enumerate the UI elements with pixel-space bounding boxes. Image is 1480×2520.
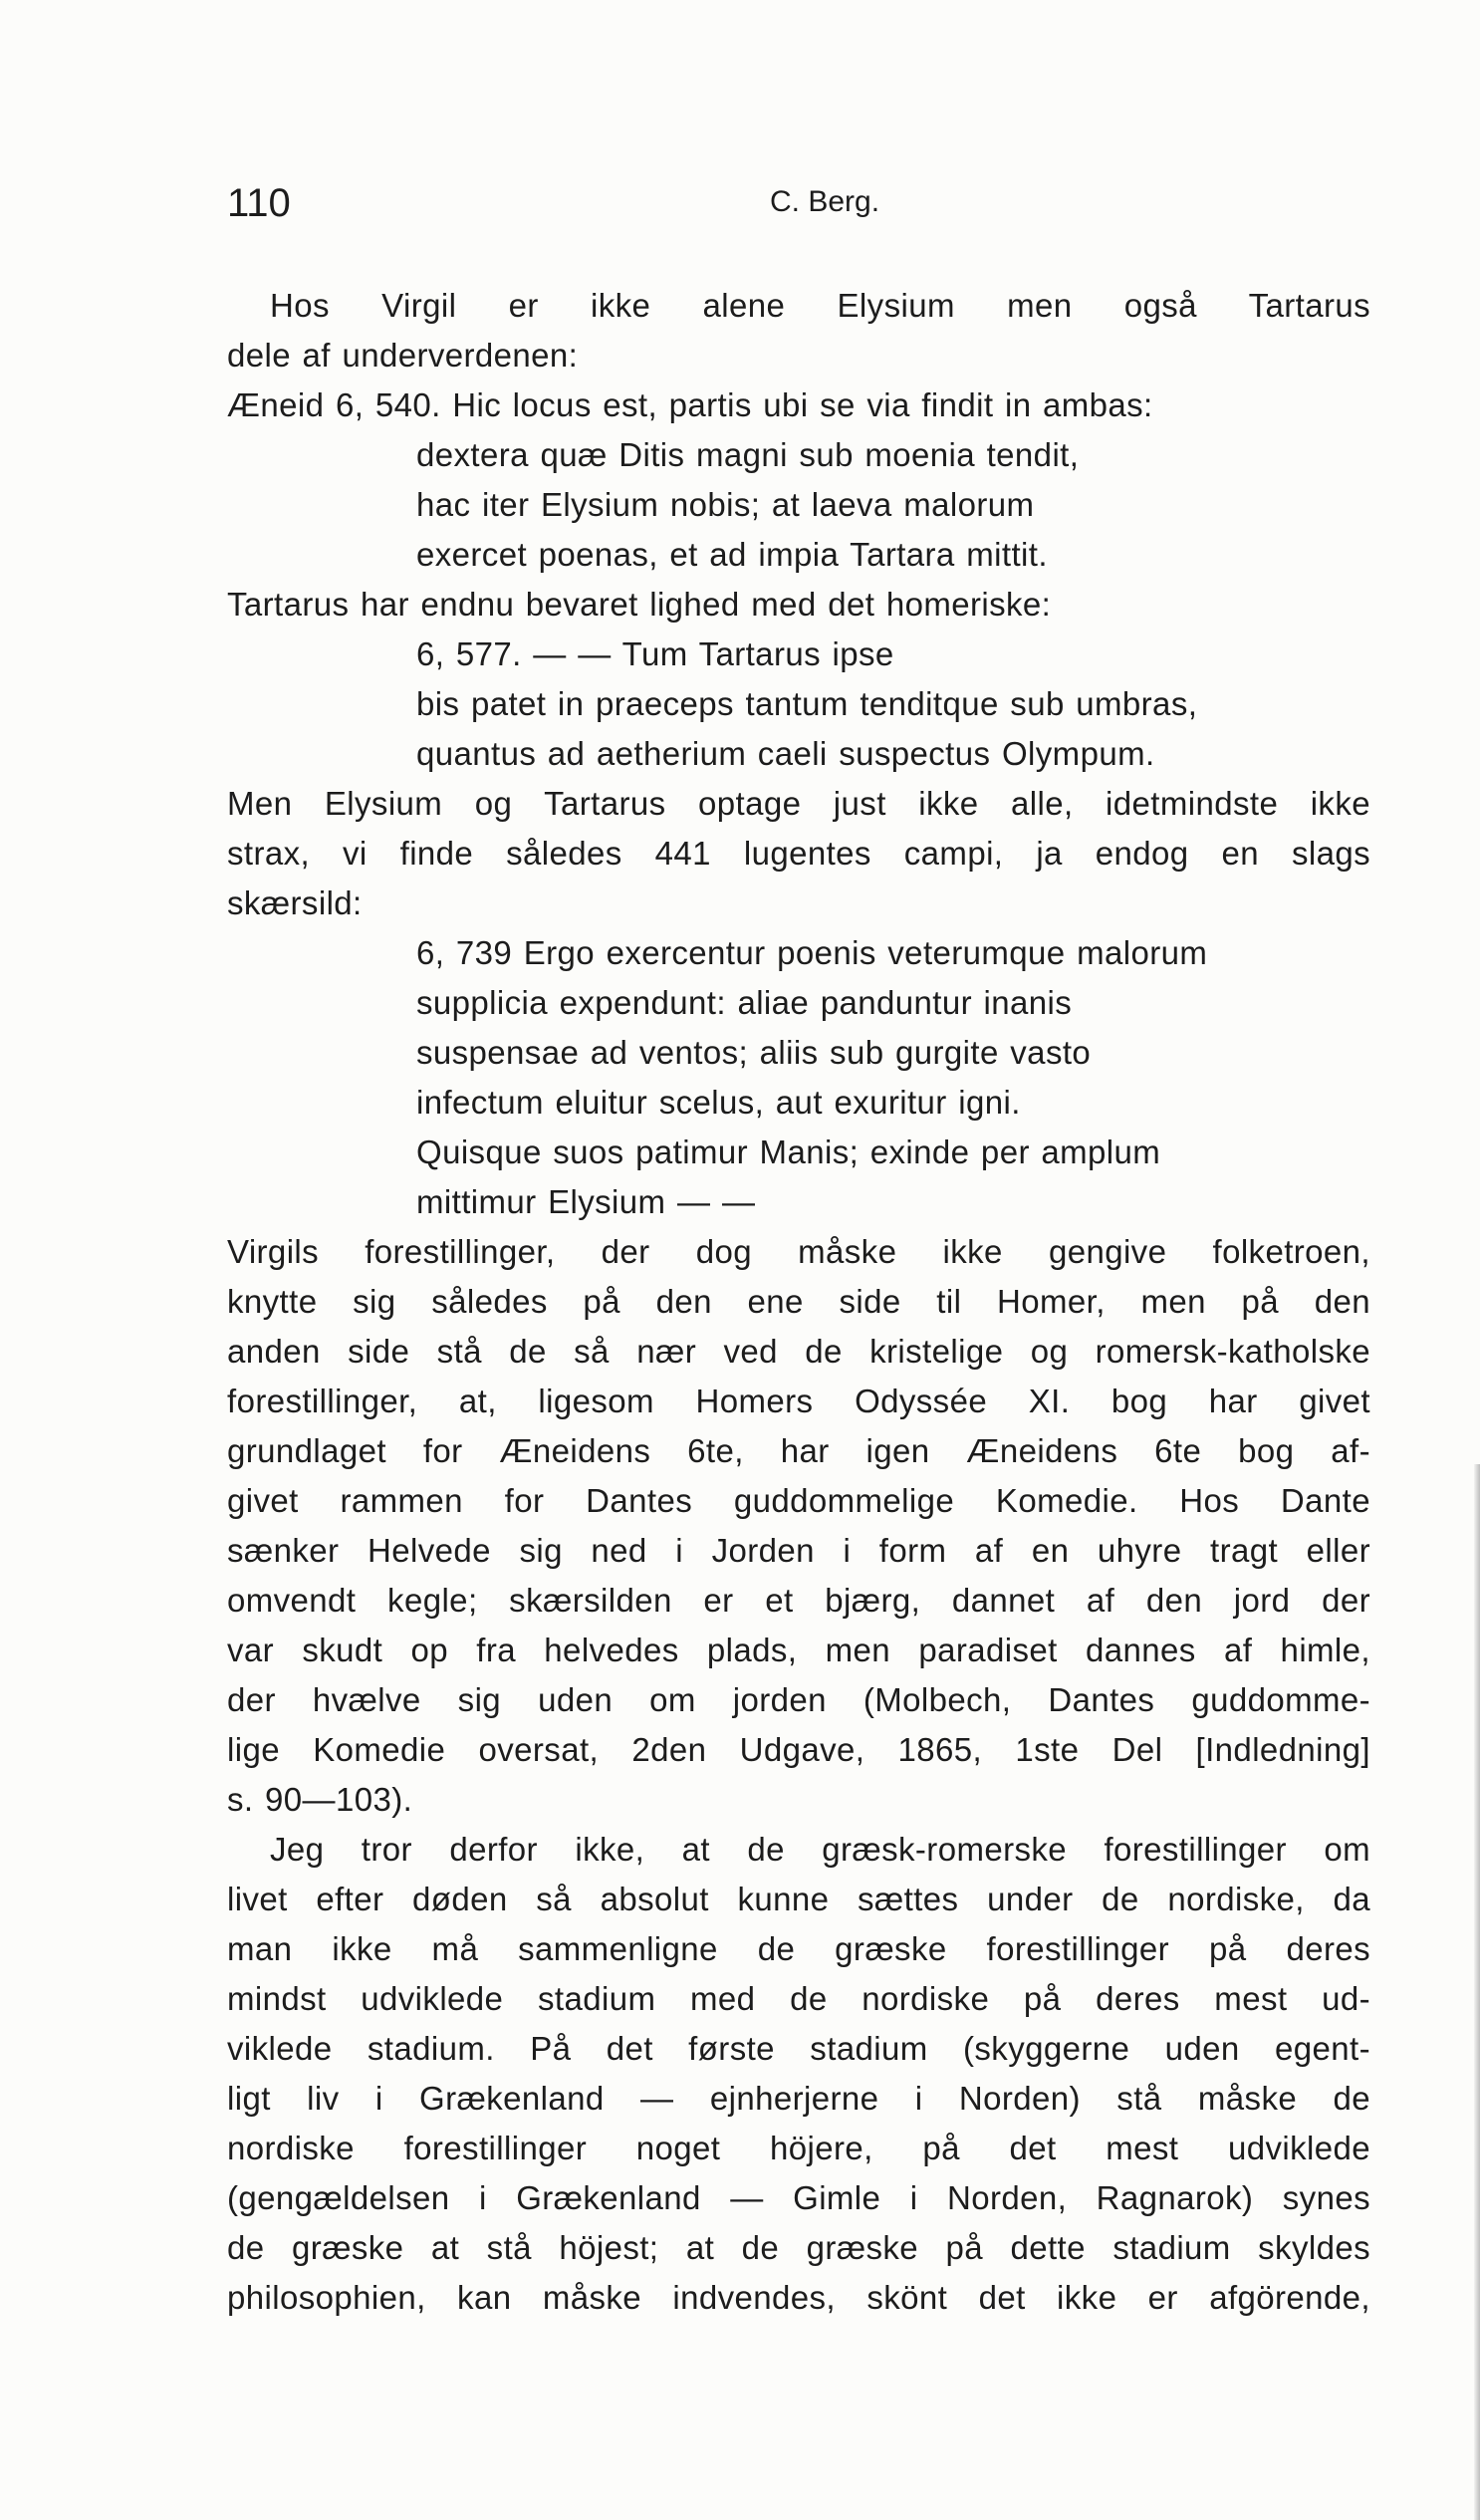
- verse-line: quantus ad aetherium caeli suspectus Olympum.: [416, 735, 1155, 772]
- text-line: Tartarus har endnu bevaret lighed med det homeriske:: [227, 586, 1052, 623]
- text-line: philosophien, kan måske indvendes, skönt det ikke er afgörende,: [227, 2279, 1370, 2316]
- verse-line: suspensae ad ventos; aliis sub gurgite vasto: [416, 1034, 1092, 1071]
- text-line: knytte sig således på den ene side til Homer, men på den: [227, 1283, 1370, 1320]
- text-line: livet efter døden så absolut kunne sættes under de nordiske, da: [227, 1881, 1370, 1917]
- text-line: var skudt op fra helvedes plads, men paradiset dannes af himle,: [227, 1632, 1370, 1668]
- text-line: Men Elysium og Tartarus optage just ikke alle, idetmindste ikke: [227, 785, 1370, 822]
- text-line: givet rammen for Dantes guddommelige Komedie. Hos Dante: [227, 1482, 1370, 1519]
- page-edge-shadow: [1474, 1464, 1480, 2520]
- running-head: C. Berg.: [770, 185, 880, 218]
- text-line: ligt liv i Grækenland — ejnherjerne i Norden) stå måske de: [227, 2080, 1370, 2117]
- page-header: [227, 181, 1331, 241]
- verse-line: 6, 577. — — Tum Tartarus ipse: [416, 635, 894, 672]
- text-line: strax, vi finde således 441 lugentes campi, ja endog en slags: [227, 835, 1370, 872]
- text-line: omvendt kegle; skærsilden er et bjærg, dannet af den jord der: [227, 1582, 1370, 1619]
- page-body: [227, 281, 1370, 2323]
- verse-line: Quisque suos patimur Manis; exinde per amplum: [416, 1134, 1161, 1170]
- text-line: skærsild:: [227, 884, 363, 921]
- text-line: Æneid 6, 540. Hic locus est, partis ubi se via findit in ambas:: [227, 386, 1153, 423]
- verse-line: bis patet in praeceps tantum tenditque sub umbras,: [416, 685, 1198, 722]
- page-number: 110: [227, 181, 291, 225]
- text-line: (gengældelsen i Grækenland — Gimle i Norden, Ragnarok) synes: [227, 2179, 1370, 2216]
- text-line: s. 90—103).: [227, 1781, 413, 1818]
- verse-line: supplicia expendunt: aliae panduntur inanis: [416, 984, 1073, 1021]
- text-line: lige Komedie oversat, 2den Udgave, 1865, 1ste Del [Indledning]: [227, 1731, 1370, 1768]
- text-line: der hvælve sig uden om jorden (Molbech, Dantes guddomme-: [227, 1681, 1370, 1718]
- text-line: mindst udviklede stadium med de nordiske på deres mest ud-: [227, 1980, 1370, 2017]
- text-line: sænker Helvede sig ned i Jorden i form af en uhyre tragt eller: [227, 1532, 1370, 1569]
- text-line: grundlaget for Æneidens 6te, har igen Æneidens 6te bog af-: [227, 1432, 1370, 1469]
- text-line: dele af underverdenen:: [227, 337, 579, 374]
- text-line: Hos Virgil er ikke alene Elysium men også Tartarus: [270, 287, 1370, 324]
- verse-line: exercet poenas, et ad impia Tartara mittit.: [416, 536, 1048, 573]
- text-line: viklede stadium. På det første stadium (skyggerne uden egent-: [227, 2030, 1370, 2067]
- text-line: de græske at stå höjest; at de græske på dette stadium skyldes: [227, 2229, 1370, 2266]
- text-line: anden side stå de så nær ved de kristelige og romersk-katholske: [227, 1333, 1370, 1370]
- text-line: Jeg tror derfor ikke, at de græsk-romerske forestillinger om: [270, 1831, 1370, 1868]
- text-line: man ikke må sammenligne de græske forestillinger på deres: [227, 1930, 1370, 1967]
- text-line: forestillinger, at, ligesom Homers Odyssée XI. bog har givet: [227, 1383, 1370, 1419]
- verse-line: 6, 739 Ergo exercentur poenis veterumque malorum: [416, 934, 1208, 971]
- verse-line: dextera quæ Ditis magni sub moenia tendit,: [416, 436, 1080, 473]
- verse-line: infectum eluitur scelus, aut exuritur igni.: [416, 1084, 1021, 1121]
- text-line: Virgils forestillinger, der dog måske ikke gengive folketroen,: [227, 1233, 1370, 1270]
- verse-line: hac iter Elysium nobis; at laeva malorum: [416, 486, 1035, 523]
- verse-line: mittimur Elysium — —: [416, 1183, 756, 1220]
- text-line: nordiske forestillinger noget höjere, på det mest udviklede: [227, 2130, 1370, 2166]
